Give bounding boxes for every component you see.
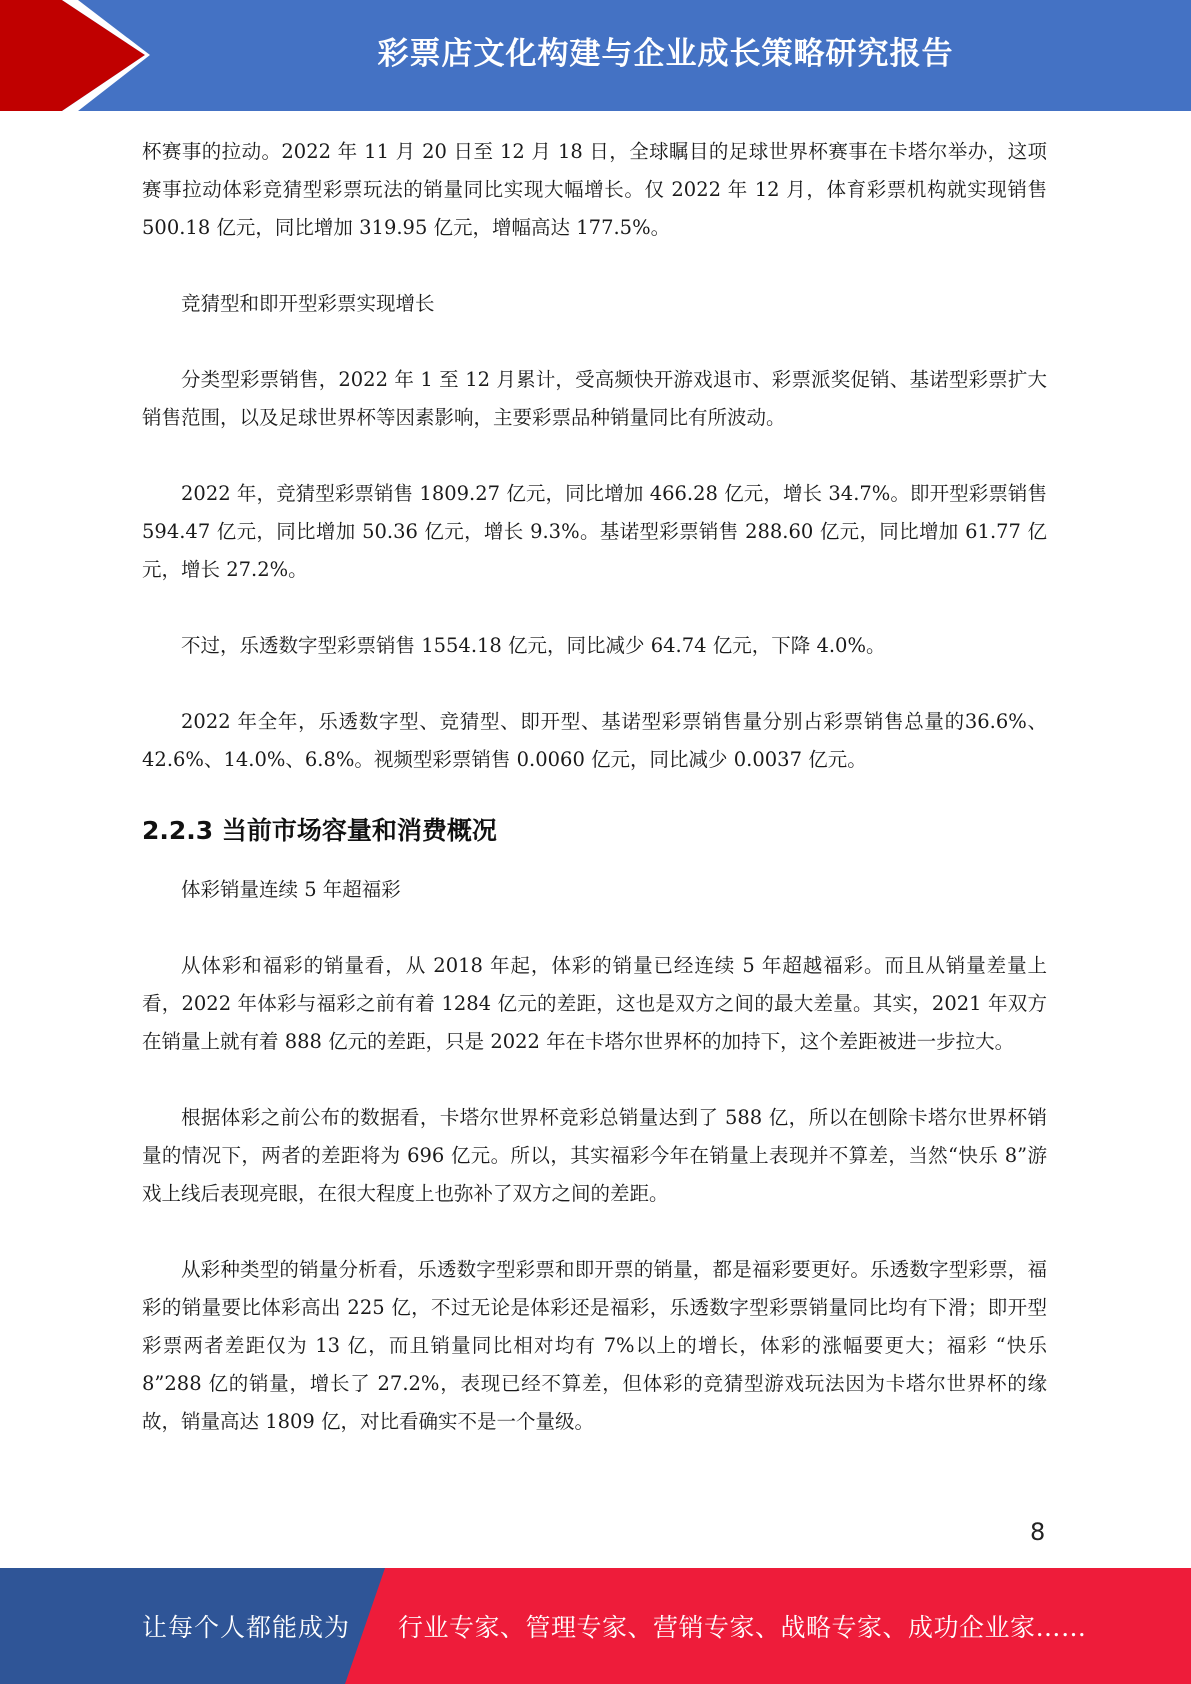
- paragraph-10: 从彩种类型的销量分析看，乐透数字型彩票和即开票的销量，都是福彩要更好。乐透数字型彩票，福彩的销量要比体彩高出 225 亿，不过无论是体彩还是福彩，乐透数字型彩票销量同比均有下滑；即开型彩票两者差距仅为 13 亿，而且销量同比相对均有 7%以上的增长，体彩的涨幅要更大；福彩 “快乐 8”288 亿的销量，增长了 27.2%，表现已经不算差，但体彩的竞猜型游戏玩法因为卡塔尔世界杯的缘故，销量高达 1809 亿，对比看确实不是一个量级。: [142, 1258, 1047, 1433]
- paragraph-8: 从体彩和福彩的销量看，从 2018 年起，体彩的销量已经连续 5 年超越福彩。而且从销量差量上看，2022 年体彩与福彩之前有着 1284 亿元的差距，这也是双方之间的最大差量。其实，2021 年双方在销量上就有着 888 亿元的差距，只是 2022 年在卡塔尔世界杯的加持下，这个差距被进一步拉大。: [142, 954, 1047, 1053]
- footer-slogan-right: 行业专家、管理专家、营销专家、战略专家、成功企业家……: [398, 1613, 1087, 1642]
- page-footer: [0, 1568, 1191, 1684]
- paragraph-3: 分类型彩票销售，2022 年 1 至 12 月累计，受高频快开游戏退市、彩票派奖促销、基诺型彩票扩大销售范围，以及足球世界杯等因素影响，主要彩票品种销量同比有所波动。: [142, 368, 1047, 429]
- paragraph-2: 竞猜型和即开型彩票实现增长: [181, 292, 435, 315]
- page-header: [0, 0, 1191, 111]
- page-number: 8: [1030, 1518, 1046, 1546]
- paragraph-9: 根据体彩之前公布的数据看，卡塔尔世界杯竞彩总销量达到了 588 亿，所以在刨除卡塔尔世界杯销量的情况下，两者的差距将为 696 亿元。所以，其实福彩今年在销量上表现并不算差，当然“快乐 8”游戏上线后表现亮眼，在很大程度上也弥补了双方之间的差距。: [142, 1106, 1047, 1205]
- footer-slogan-left: 让每个人都能成为: [142, 1613, 351, 1642]
- paragraph-7: 体彩销量连续 5 年超福彩: [181, 878, 401, 901]
- paragraph-1: 杯赛事的拉动。2022 年 11 月 20 日至 12 月 18 日，全球瞩目的足球世界杯赛事在卡塔尔举办，这项赛事拉动体彩竞猜型彩票玩法的销量同比实现大幅增长。仅 2022 年 12 月，体育彩票机构就实现销售 500.18 亿元，同比增加 319.95 亿元，增幅高达 177.5%。: [142, 140, 1047, 239]
- section-heading: 2.2.3 当前市场容量和消费概况: [142, 816, 497, 845]
- paragraph-5: 不过，乐透数字型彩票销售 1554.18 亿元，同比减少 64.74 亿元，下降 4.0%。: [181, 634, 886, 657]
- paragraph-4: 2022 年，竞猜型彩票销售 1809.27 亿元，同比增加 466.28 亿元，增长 34.7%。即开型彩票销售 594.47 亿元，同比增加 50.36 亿元，增长 9.3%。基诺型彩票销售 288.60 亿元，同比增加 61.77 亿元，增长 27.2%。: [142, 482, 1047, 581]
- page-content: [142, 133, 1047, 1441]
- report-title: 彩票店文化构建与企业成长策略研究报告: [377, 35, 954, 72]
- paragraph-6: 2022 年全年，乐透数字型、竞猜型、即开型、基诺型彩票销售量分别占彩票销售总量的36.6%、42.6%、14.0%、6.8%。视频型彩票销售 0.0060 亿元，同比减少 0.0037 亿元。: [142, 710, 1047, 771]
